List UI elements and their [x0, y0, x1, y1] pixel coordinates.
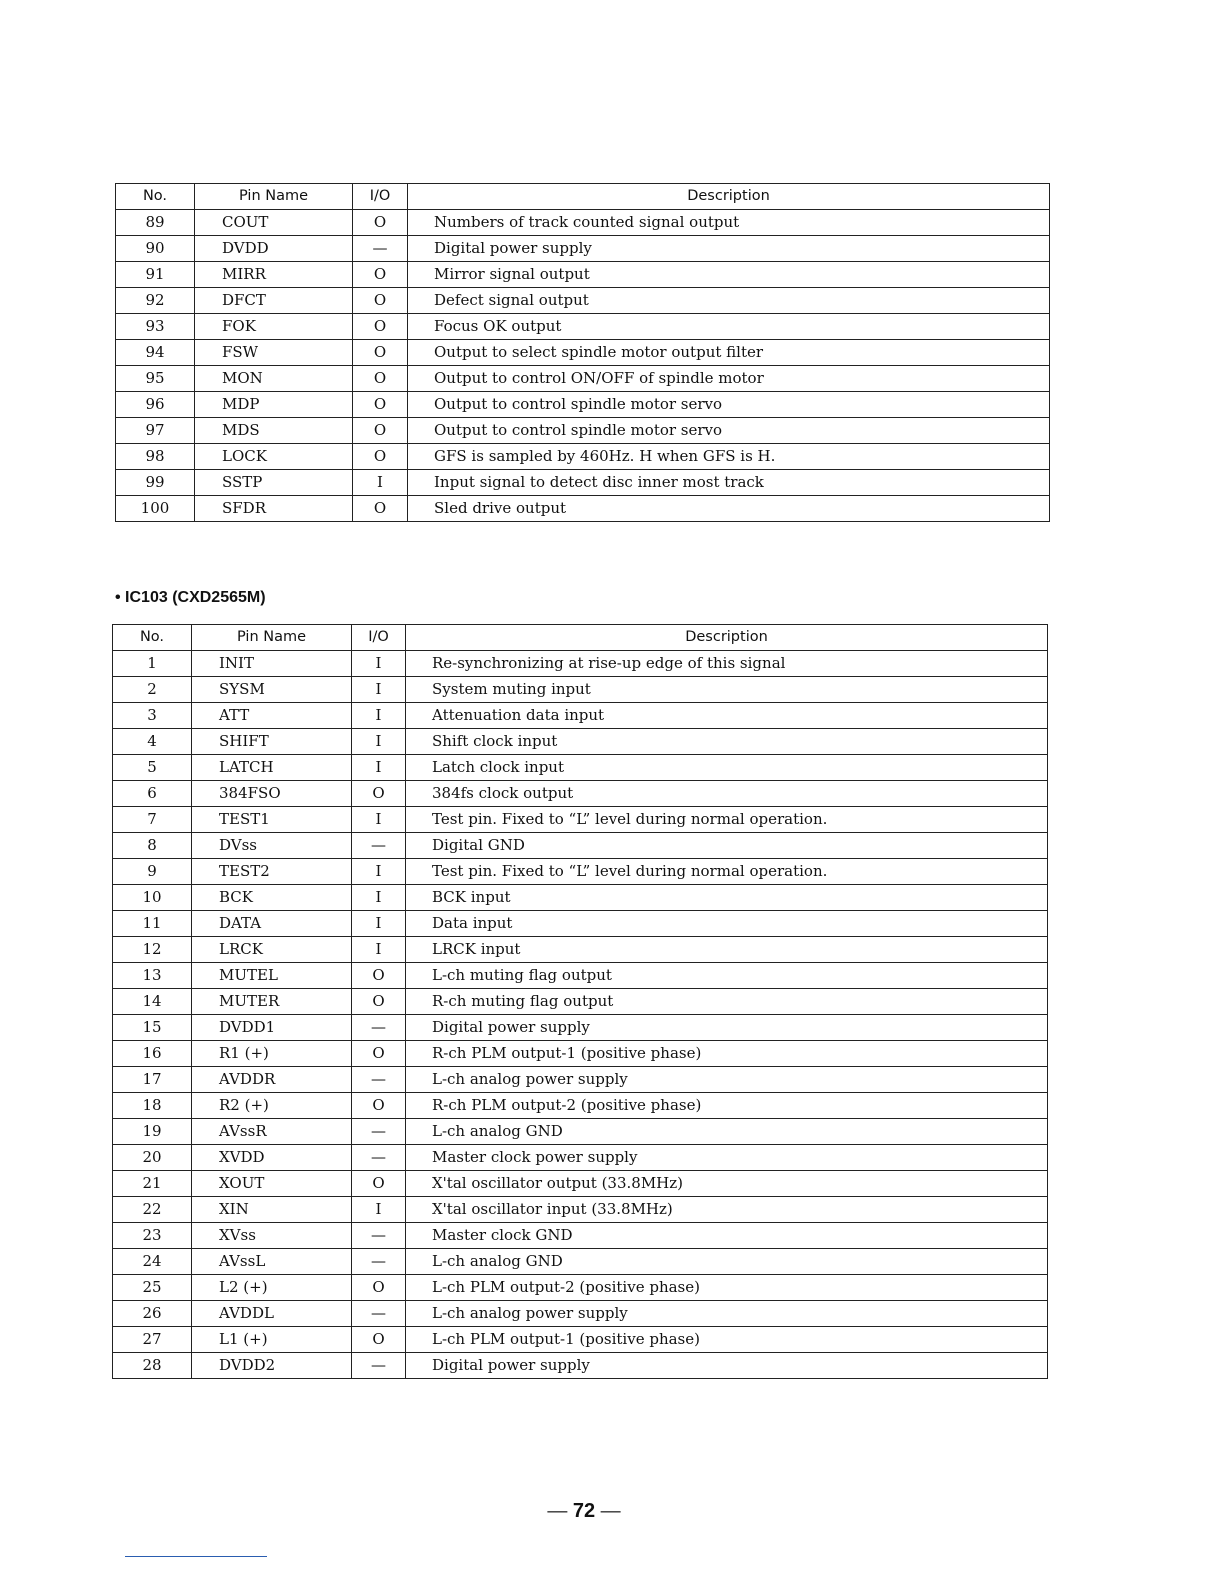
pin-number-cell: 91: [116, 262, 195, 288]
pin-name-cell: LATCH: [192, 755, 352, 781]
io-cell: O: [353, 314, 408, 340]
io-cell: O: [353, 444, 408, 470]
pin-name-cell: FOK: [195, 314, 353, 340]
io-cell: O: [352, 1041, 406, 1067]
table-row: [113, 963, 1048, 989]
pin-name-cell: BCK: [192, 885, 352, 911]
header-pin-name: Pin Name: [192, 625, 352, 651]
io-cell: I: [352, 729, 406, 755]
io-cell: O: [352, 963, 406, 989]
pin-name-cell: SYSM: [192, 677, 352, 703]
description-cell: Numbers of track counted signal output: [408, 210, 1050, 236]
description-cell: Test pin. Fixed to “L” level during normal operation.: [406, 807, 1048, 833]
page-number-dash-left: —: [547, 1500, 573, 1522]
table-row: [113, 781, 1048, 807]
io-cell: O: [352, 1275, 406, 1301]
pin-name-cell: XVss: [192, 1223, 352, 1249]
io-cell: O: [352, 1171, 406, 1197]
description-cell: Re-synchronizing at rise-up edge of this signal: [406, 651, 1048, 677]
footer-rule: [125, 1556, 267, 1557]
table-row: [113, 1171, 1048, 1197]
table-row: [113, 1119, 1048, 1145]
description-cell: L-ch analog GND: [406, 1119, 1048, 1145]
description-cell: Master clock power supply: [406, 1145, 1048, 1171]
pin-number-cell: 27: [113, 1327, 192, 1353]
table-row: [113, 1015, 1048, 1041]
io-cell: O: [353, 340, 408, 366]
table-row: [113, 833, 1048, 859]
io-cell: O: [353, 418, 408, 444]
description-cell: Input signal to detect disc inner most track: [408, 470, 1050, 496]
pin-number-cell: 96: [116, 392, 195, 418]
description-cell: Test pin. Fixed to “L” level during normal operation.: [406, 859, 1048, 885]
table-row: [116, 444, 1050, 470]
pin-number-cell: 99: [116, 470, 195, 496]
io-cell: O: [353, 392, 408, 418]
pin-name-cell: R2 (+): [192, 1093, 352, 1119]
pin-name-cell: XIN: [192, 1197, 352, 1223]
pin-name-cell: DATA: [192, 911, 352, 937]
pin-name-cell: COUT: [195, 210, 353, 236]
pin-name-cell: SFDR: [195, 496, 353, 522]
description-cell: Attenuation data input: [406, 703, 1048, 729]
table-row: [116, 340, 1050, 366]
pin-name-cell: DVDD2: [192, 1353, 352, 1379]
table-row: [116, 262, 1050, 288]
io-cell: I: [353, 470, 408, 496]
io-cell: —: [352, 1119, 406, 1145]
pin-name-cell: TEST2: [192, 859, 352, 885]
io-cell: I: [352, 677, 406, 703]
io-cell: I: [352, 755, 406, 781]
header-pin-name: Pin Name: [195, 184, 353, 210]
pin-name-cell: AVDDL: [192, 1301, 352, 1327]
pin-number-cell: 92: [116, 288, 195, 314]
pin-number-cell: 16: [113, 1041, 192, 1067]
table-row: [113, 911, 1048, 937]
pin-number-cell: 94: [116, 340, 195, 366]
io-cell: —: [353, 236, 408, 262]
description-cell: L-ch analog GND: [406, 1249, 1048, 1275]
pin-number-cell: 4: [113, 729, 192, 755]
pin-name-cell: SSTP: [195, 470, 353, 496]
header-io: I/O: [353, 184, 408, 210]
description-cell: Master clock GND: [406, 1223, 1048, 1249]
description-cell: Digital power supply: [406, 1015, 1048, 1041]
io-cell: I: [352, 703, 406, 729]
pin-number-cell: 97: [116, 418, 195, 444]
description-cell: Output to control ON/OFF of spindle motor: [408, 366, 1050, 392]
description-cell: Digital power supply: [408, 236, 1050, 262]
pin-name-cell: AVDDR: [192, 1067, 352, 1093]
pin-number-cell: 12: [113, 937, 192, 963]
pin-number-cell: 93: [116, 314, 195, 340]
description-cell: Data input: [406, 911, 1048, 937]
page-number: [0, 1500, 1168, 1523]
pin-number-cell: 95: [116, 366, 195, 392]
pin-name-cell: DVDD1: [192, 1015, 352, 1041]
table-row: [113, 729, 1048, 755]
description-cell: X'tal oscillator output (33.8MHz): [406, 1171, 1048, 1197]
pin-name-cell: INIT: [192, 651, 352, 677]
table-row: [116, 236, 1050, 262]
description-cell: Output to control spindle motor servo: [408, 392, 1050, 418]
pin-name-cell: AVssR: [192, 1119, 352, 1145]
pin-number-cell: 25: [113, 1275, 192, 1301]
table-row: [113, 1093, 1048, 1119]
table-row: [113, 1249, 1048, 1275]
table-row: [113, 651, 1048, 677]
pin-number-cell: 19: [113, 1119, 192, 1145]
table-header-row: [116, 184, 1050, 210]
io-cell: —: [352, 833, 406, 859]
pin-number-cell: 90: [116, 236, 195, 262]
description-cell: 384fs clock output: [406, 781, 1048, 807]
description-cell: L-ch PLM output-1 (positive phase): [406, 1327, 1048, 1353]
io-cell: I: [352, 1197, 406, 1223]
table-row: [116, 288, 1050, 314]
table-row: [113, 755, 1048, 781]
description-cell: Output to control spindle motor servo: [408, 418, 1050, 444]
pin-number-cell: 98: [116, 444, 195, 470]
table-row: [116, 210, 1050, 236]
pin-name-cell: XOUT: [192, 1171, 352, 1197]
pin-name-cell: MDP: [195, 392, 353, 418]
description-cell: LRCK input: [406, 937, 1048, 963]
pin-number-cell: 1: [113, 651, 192, 677]
pin-name-cell: R1 (+): [192, 1041, 352, 1067]
table-row: [113, 1353, 1048, 1379]
table-row: [113, 1275, 1048, 1301]
io-cell: O: [353, 262, 408, 288]
pin-name-cell: LOCK: [195, 444, 353, 470]
description-cell: GFS is sampled by 460Hz. H when GFS is H.: [408, 444, 1050, 470]
pin-number-cell: 100: [116, 496, 195, 522]
header-no: No.: [116, 184, 195, 210]
pin-name-cell: FSW: [195, 340, 353, 366]
pin-name-cell: DVss: [192, 833, 352, 859]
header-io: I/O: [352, 625, 406, 651]
page-number-value: 72: [572, 1500, 596, 1522]
table-row: [116, 496, 1050, 522]
io-cell: I: [352, 885, 406, 911]
header-no: No.: [113, 625, 192, 651]
io-cell: —: [352, 1067, 406, 1093]
pin-name-cell: 384FSO: [192, 781, 352, 807]
pin-number-cell: 18: [113, 1093, 192, 1119]
pin-number-cell: 89: [116, 210, 195, 236]
pin-number-cell: 8: [113, 833, 192, 859]
description-cell: X'tal oscillator input (33.8MHz): [406, 1197, 1048, 1223]
description-cell: Output to select spindle motor output filter: [408, 340, 1050, 366]
pin-number-cell: 26: [113, 1301, 192, 1327]
pin-name-cell: L1 (+): [192, 1327, 352, 1353]
pin-name-cell: XVDD: [192, 1145, 352, 1171]
table-row: [113, 885, 1048, 911]
description-cell: Shift clock input: [406, 729, 1048, 755]
description-cell: BCK input: [406, 885, 1048, 911]
pin-number-cell: 6: [113, 781, 192, 807]
io-cell: —: [352, 1145, 406, 1171]
io-cell: O: [352, 1327, 406, 1353]
table-row: [116, 314, 1050, 340]
description-cell: R-ch PLM output-1 (positive phase): [406, 1041, 1048, 1067]
pin-name-cell: MUTER: [192, 989, 352, 1015]
io-cell: —: [352, 1249, 406, 1275]
pin-number-cell: 15: [113, 1015, 192, 1041]
description-cell: Defect signal output: [408, 288, 1050, 314]
table-row: [113, 1223, 1048, 1249]
table-row: [116, 418, 1050, 444]
pin-table-ic102-continued: [115, 183, 1050, 522]
description-cell: Sled drive output: [408, 496, 1050, 522]
pin-number-cell: 9: [113, 859, 192, 885]
pin-number-cell: 7: [113, 807, 192, 833]
io-cell: I: [352, 859, 406, 885]
description-cell: L-ch analog power supply: [406, 1301, 1048, 1327]
table-row: [113, 1067, 1048, 1093]
section-heading: • IC103 (CXD2565M): [115, 589, 266, 606]
table-header-row: [113, 625, 1048, 651]
description-cell: L-ch analog power supply: [406, 1067, 1048, 1093]
table-row: [113, 859, 1048, 885]
description-cell: L-ch muting flag output: [406, 963, 1048, 989]
pin-number-cell: 17: [113, 1067, 192, 1093]
io-cell: I: [352, 651, 406, 677]
pin-name-cell: DFCT: [195, 288, 353, 314]
pin-number-cell: 23: [113, 1223, 192, 1249]
pin-name-cell: MDS: [195, 418, 353, 444]
pin-name-cell: TEST1: [192, 807, 352, 833]
pin-number-cell: 14: [113, 989, 192, 1015]
table-body: [113, 651, 1048, 1379]
pin-number-cell: 22: [113, 1197, 192, 1223]
description-cell: Digital GND: [406, 833, 1048, 859]
pin-number-cell: 2: [113, 677, 192, 703]
pin-name-cell: MIRR: [195, 262, 353, 288]
table-row: [113, 1041, 1048, 1067]
description-cell: Digital power supply: [406, 1353, 1048, 1379]
io-cell: I: [352, 807, 406, 833]
pin-name-cell: DVDD: [195, 236, 353, 262]
table-row: [116, 470, 1050, 496]
pin-number-cell: 20: [113, 1145, 192, 1171]
description-cell: R-ch PLM output-2 (positive phase): [406, 1093, 1048, 1119]
table-row: [113, 703, 1048, 729]
io-cell: O: [353, 210, 408, 236]
header-description: Description: [408, 184, 1050, 210]
table-row: [113, 989, 1048, 1015]
io-cell: O: [353, 496, 408, 522]
header-description: Description: [406, 625, 1048, 651]
table-row: [116, 392, 1050, 418]
table-row: [113, 937, 1048, 963]
description-cell: L-ch PLM output-2 (positive phase): [406, 1275, 1048, 1301]
pin-number-cell: 24: [113, 1249, 192, 1275]
description-cell: Focus OK output: [408, 314, 1050, 340]
description-cell: Mirror signal output: [408, 262, 1050, 288]
pin-name-cell: L2 (+): [192, 1275, 352, 1301]
io-cell: O: [352, 1093, 406, 1119]
io-cell: —: [352, 1223, 406, 1249]
table-row: [113, 1145, 1048, 1171]
pin-name-cell: AVssL: [192, 1249, 352, 1275]
pin-table-ic103: [112, 624, 1048, 1379]
table-row: [113, 1327, 1048, 1353]
io-cell: I: [352, 937, 406, 963]
io-cell: O: [352, 781, 406, 807]
table-row: [116, 366, 1050, 392]
io-cell: O: [352, 989, 406, 1015]
table-row: [113, 1301, 1048, 1327]
table-row: [113, 677, 1048, 703]
pin-name-cell: MON: [195, 366, 353, 392]
pin-name-cell: ATT: [192, 703, 352, 729]
pin-number-cell: 21: [113, 1171, 192, 1197]
table-row: [113, 807, 1048, 833]
io-cell: —: [352, 1353, 406, 1379]
io-cell: O: [353, 288, 408, 314]
pin-name-cell: SHIFT: [192, 729, 352, 755]
table-body: [116, 210, 1050, 522]
pin-number-cell: 5: [113, 755, 192, 781]
io-cell: O: [353, 366, 408, 392]
io-cell: —: [352, 1015, 406, 1041]
pin-number-cell: 13: [113, 963, 192, 989]
pin-number-cell: 10: [113, 885, 192, 911]
pin-number-cell: 28: [113, 1353, 192, 1379]
page-number-dash-right: —: [595, 1500, 621, 1522]
description-cell: Latch clock input: [406, 755, 1048, 781]
pin-name-cell: LRCK: [192, 937, 352, 963]
description-cell: R-ch muting flag output: [406, 989, 1048, 1015]
pin-name-cell: MUTEL: [192, 963, 352, 989]
description-cell: System muting input: [406, 677, 1048, 703]
pin-number-cell: 3: [113, 703, 192, 729]
io-cell: I: [352, 911, 406, 937]
io-cell: —: [352, 1301, 406, 1327]
table-row: [113, 1197, 1048, 1223]
pin-number-cell: 11: [113, 911, 192, 937]
